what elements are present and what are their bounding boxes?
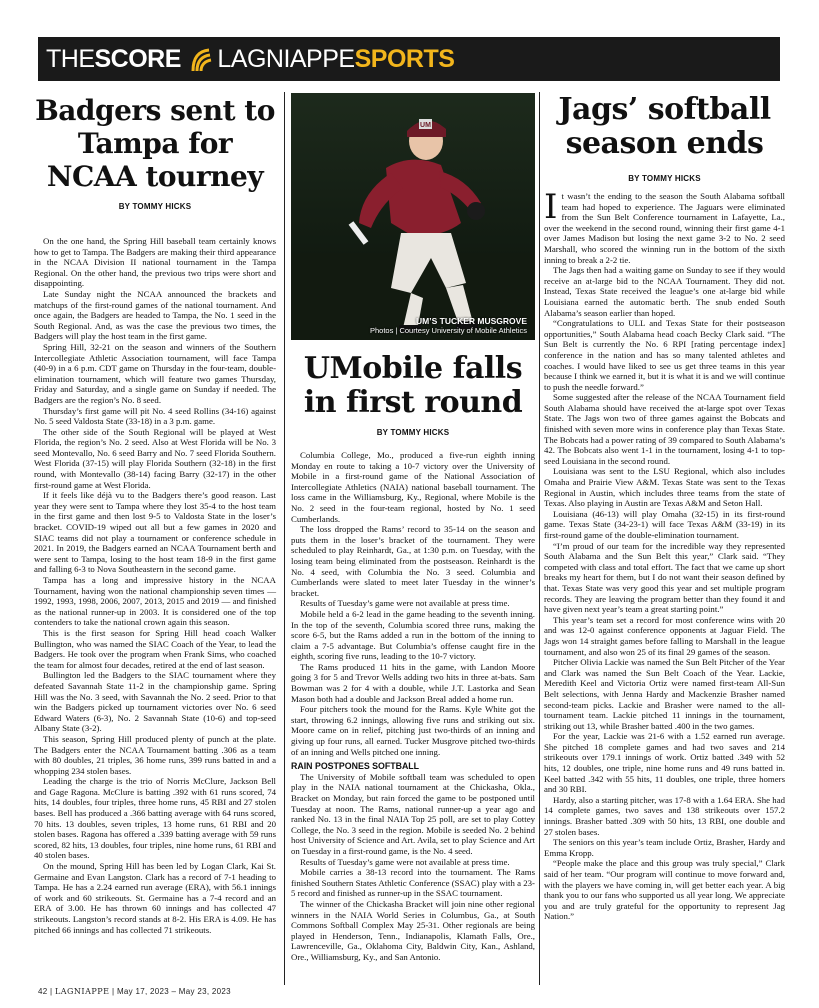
article-paragraph: “I’m proud of our team for the incredible way they represented South Alabama and the Sun Belt this year,” Clark said. “They competed with class and total effort. The fact that we came up short breaks my heart for them, but I do not want their season defined by that. Texas State was very good this year and set multiple program records. They are leaving the program better than they found it and have given next year’s team a great starting point.”: [544, 540, 785, 615]
photo-caption-name: UM’S TUCKER MUSGROVE: [416, 316, 527, 326]
article-paragraph: Bullington led the Badgers to the SIAC tournament where they defeated Savannah State 11-2 in the championship game. Spring Hill was the No. 3 seed, with Savannah the No. 2 seed. Prior to that win the Badgers picked up tournament victories over No. 6 seed Edward Waters (6-3), No. 2 Savannah State (10-6) and top-seed Albany State (3-2).: [34, 670, 276, 734]
article-paragraph: Louisiana (46-13) will play Omaha (32-15) in its first-round game. Texas State (34-23-1) will face Texas A&M (33-19) in its first-round game of the double-elimination tournament.: [544, 508, 785, 540]
banner-lagniappe: LAGNIAPPE: [217, 45, 355, 73]
publication-name: LAGNIAPPE: [54, 987, 110, 996]
article-umobile: [291, 352, 535, 963]
article-paragraph: Some suggested after the release of the NCAA Tournament field South Alabama should have received the at-large spot over Texas State. The Jags won two of three games against the Bobcats and finished with seven more wins in conference play than Texas State. The Bobcats had a power rating of 39 compared to South Alabama’s 42. The Bobcats also went 1-1 in the tournament, losing 4-1 to top-seed Louisiana in the second round.: [544, 392, 785, 466]
article-body: [34, 236, 276, 935]
article-paragraph: Late Sunday night the NCAA announced the brackets and matchups of the first-round games of the national tournament. And once again, the Badgers are headed to Tampa, the No. 1 seed in the South Regional. And, as was the case the previous two times, the Badgers will play the host team in the first game.: [34, 288, 276, 342]
article-paragraph: For the year, Lackie was 21-6 with a 1.52 earned run average. She pitched 18 complete games and had two saves and 214 strikeouts over 179.1 innings of work. Ortiz batted .349 with 52 hits, 12 doubles, one triple, nine home runs and 49 runs batted in. Keel batted .342 with 55 hits, 11 doubles, one triple, three homers and 30 RBI.: [544, 731, 785, 795]
article-paragraph: Pitcher Olivia Lackie was named the Sun Belt Pitcher of the Year and Clark was named the Sun Belt Coach of the Year. Lackie, Meredith Keel and Victoria Ortiz were named first-team All-Sun Belt selections, with Jenna Hardy and Mackenzie Brasher named second-team picks. Lackie and Brasher were named to the all-tournament team. Lackie pitched 11 innings in the tournament, striking out 13, while Brasher batted .400 in the two games.: [544, 657, 785, 731]
footer-separator: |: [112, 987, 115, 996]
article-paragraph: The Jags then had a waiting game on Sunday to see if they would receive an at-large bid to the NCAA Tournament. They did not. Instead, Texas State received the league’s one at-large bid while Louisiana earned the automatic berth. The snub ended South Alabama’s season earlier than hoped.: [544, 265, 785, 318]
column-divider: [284, 92, 285, 985]
pitcher-photo: [291, 93, 535, 340]
banner-title: [46, 43, 454, 75]
article-paragraph: Spring Hill, 32-21 on the season and winners of the Southern Intercollegiate Athletic Association tournament, will face Tampa (40-9) in a 6 p.m. CDT game on Thursday in the four-team, double-elimination tournament, which will feature two games Thursday, Friday and Saturday, and a single game on Sunday if needed. The Badgers are the region’s No. 8 seed.: [34, 341, 276, 405]
article-paragraph: Leading the charge is the trio of Norris McClure, Jackson Bell and Gage Ragona. McClure is batting .392 with 61 runs scored, 74 hits, 14 doubles, four triples, three home runs, 45 RBI and 27 stolen bases. Bell has produced a .366 batting average with 64 runs scored, 70 hits. 13 doubles, seven triples, 13 home runs, 61 RBI and 20 stolen bases. Ragona has offered a .339 batting average with 59 runs scored, 82 hits, 13 doubles, four triples, nine home runs, 61 RBI and 40 stolen bases.: [34, 776, 276, 861]
byline: BY TOMMY HICKS: [376, 428, 450, 437]
article-paragraph: If it feels like déjà vu to the Badgers there’s good reason. Last year they were sent to Tampa where they lost 35-4 to the host team in the first game and then lost 9-5 to Valdosta State in the loser’s bracket. COVID-19 wiped out all but a few games in 2020 and SIAC teams did not play a tournament or conference schedule in 2021. In 2019, the Badgers earned an NCAA Tournament berth and were sent to Tampa, losing to the host team 18-9 in the first game and falling 6-3 to Nova Southeastern in the second game.: [34, 490, 276, 575]
page-number: 42: [38, 987, 48, 996]
column-divider: [539, 92, 540, 985]
photo-credit: [370, 317, 527, 335]
article-paragraph: Mobile held a 6-2 lead in the game heading to the seventh inning. In the top of the seventh, Columbia scored three runs, making the score 6-5, but the Rams added a run in the bottom of the inning to claim a 7-5 advantage. But Columbia’s offense caught fire in the eighth, scoring five runs, leading to the 10-7 victory.: [291, 608, 535, 662]
article-paragraph: The winner of the Chickasha Bracket will join nine other regional winners in the NAIA World Series in Columbus, Ga., at South Commons Softball Complex May 25-31. Other regionals are being played in Henderson, Tenn., Indianapolis, Klamath Falls, Ore., Lawrenceville, Ga., Oklahoma City, Baldwin City, Kan., Ashland, Ore., Williamsburg, Ky., and San Antonio.: [291, 898, 535, 962]
article-paragraph: This is the first season for Spring Hill head coach Walker Bullington, who was named the SIAC Coach of the Year, to lead the Badgers. He took over the program when Frank Sims, who coached the team for almost four decades, retired at the end of last season.: [34, 627, 276, 670]
lagniappe-swirl-logo-icon: [189, 47, 213, 73]
article-body: [544, 187, 785, 922]
page-footer: [38, 987, 231, 996]
article-paragraph: On the mound, Spring Hill has been led by Logan Clark, Kai St. Germaine and Evan Langston. Clark has a record of 7-1 heading to Tampa. He has a 2.24 earned run average (ERA), with 56.1 innings of work and 60 strikeouts. St. Germaine has a 7-4 record and an ERA of 3.00. He has thrown 60 innings and has collected 47 strikeouts. Langston’s record stands at 8-2. His ERA is 4.09. He has pitched 66 innings and has collected 71 strikeouts.: [34, 861, 276, 935]
article-paragraph: Results of Tuesday’s game were not available at press time.: [300, 856, 510, 867]
pitcher-illustration: [291, 93, 535, 340]
banner-sports: SPORTS: [354, 45, 455, 73]
article-paragraph: The other side of the South Regional will be played at West Florida, the region’s No. 2 seed. Also at West Florida will be No. 3 seed Montevallo, No. 6 seed Barry and No. 7 seed Florida Southern. West Florida (37-15) will play Florida Southern (32-18) in the first round, with Montevallo (38-14) facing Barry (32-17) in the other first-round game at West Florida.: [34, 426, 276, 490]
article-paragraph: Mobile carries a 38-13 record into the tournament. The Rams finished Southern States Athletic Conference (SSAC) play with a 23-5 record and finished as runner-up in the SSAC tournament.: [291, 867, 535, 899]
article-body: [291, 450, 535, 963]
article-paragraph: [544, 187, 785, 265]
banner-the: THE: [46, 45, 95, 73]
article-paragraph: Tampa has a long and impressive history in the NCAA Tournament, having won the national championship seven times — 1992, 1993, 1998, 2006, 2007, 2013, 2015 and 2019 — and finished as the national runner-up in 2003. It is considered one of the top contenders to take the national crown again this season.: [34, 575, 276, 628]
byline: BY TOMMY HICKS: [628, 174, 701, 183]
article-paragraph: Results of Tuesday’s game were not available at press time.: [300, 598, 510, 609]
article-paragraph: The loss dropped the Rams’ record to 35-14 on the season and puts them in the loser’s bracket of the tournament. They were scheduled to play Reinhardt, Ga., at 1:30 p.m. on Tuesday, with the losing team being eliminated from the postseason. Reinhardt is the No. 4 seed, with Columbia the No. 3 seed. Columbia and Cumberlands were slated to meet later Tuesday in the winner’s bracket.: [291, 524, 535, 598]
article-paragraph: Louisiana was sent to the LSU Regional, which also includes Omaha and Prairie View A&M. Texas State was sent to the Texas Regional in Austin, which includes three teams from the state of Texas. Also playing in Austin are Texas A&M and Seton Hall.: [544, 466, 785, 509]
byline: BY TOMMY HICKS: [118, 202, 192, 211]
article-paragraph: Four pitchers took the mound for the Rams. Kyle White got the start, throwing 6.2 innings, allowing five runs and striking out six. Moore came on in relief, pitching just two-thirds of an inning and giving up four runs, all earned. Tucker Musgrove pitched two-thirds of an inning and Wells pitched one inning.: [291, 704, 535, 757]
article-paragraph: “Congratulations to ULL and Texas State for their postseason opportunities,” South Alabama head coach Becky Clark said. “The Sun Belt is currently the No. 6 RPI [rating percentage index] conference in the nation and has so many talented athletes and coaches. I would have liked to see us get three teams in this year because I think we earned it, but it is what it is and we will continue to push the needle forward.”: [544, 318, 785, 392]
photo-caption-credit: Photos | Courtesy University of Mobile Athletics: [369, 326, 527, 335]
article-paragraph: This season, Spring Hill produced plenty of punch at the plate. The Badgers enter the NCAA Tournament batting .306 as a team with 80 doubles, 21 triples, 36 home runs, 399 runs batted in and a whopping 234 stolen bases.: [34, 733, 276, 776]
article-paragraph: The University of Mobile softball team was scheduled to open play in the NAIA national tournament at the Chickasha, Okla., Bracket on Monday, but rain forced the game to be postponed until Tuesday at noon. The Rams, national runner-up a year ago and ranked No. 13 in the final NAIA Top 25 poll, are set to play Cottey College, the No. 3 seed in the region. Mobile is seeded No. 2 behind host University of Science and Art. Avila, set to play Science and Art on Tuesday in a first-round game, is the No. 4 seed.: [291, 771, 535, 856]
first-paragraph-text: t wasn’t the ending to the season the South Alabama softball team had hoped to experience. The Jaguars were eliminated from the Sun Belt Conference tournament in Lafayette, La., over the weekend in the second round, winning their first game 4-1 over James Madison but losing the next game 3-2 to No. 2 seed Marshall, who scored the winning run in the bottom of the sixth inning to break a 2-2 tie.: [544, 191, 785, 265]
issue-dates: May 17, 2023 – May 23, 2023: [116, 987, 231, 996]
article-paragraph: “People make the place and this group was truly special,” Clark said of her team. “Our program will continue to move forward and, with the players we have coming in, will get better each year. A big thank you to our fans who supported us all year long. We appreciate you and are truly grateful for the opportunity to represent Jag Nation.”: [544, 858, 785, 922]
article-badgers: [34, 90, 276, 935]
article-paragraph: This year’s team set a record for most conference wins with 20 and was 12-0 against conference opponents at Jaguar Field. The Jags won 14 straight games before falling to Marshall in the league tournament, and also won 25 of its final 29 games of the season.: [544, 614, 785, 657]
subhead-rain-postpones: RAIN POSTPONES SOFTBALL: [291, 761, 420, 772]
cap-logo-text: UM: [420, 122, 431, 129]
headline-jags: Jags’ softball season ends: [558, 92, 771, 161]
article-paragraph: The seniors on this year’s team include Ortiz, Brasher, Hardy and Emma Kropp.: [544, 837, 785, 858]
banner-score: SCORE: [94, 45, 181, 73]
article-paragraph: Hardy, also a starting pitcher, was 17-8 with a 1.64 ERA. She had 14 complete games, two saves and 138 strikeouts over 157.2 innings. Brasher batted .309 with 50 hits, 13 RBI, one double and 27 stolen bases.: [544, 794, 785, 837]
article-paragraph: The Rams produced 11 hits in the game, with Landon Moore going 3 for 5 and Trevor Wells adding two hits in three at-bats. Sam Bowman was 2 for 4 with a double, while J.T. Lastorka and Sean Mason both had a double and Jackson Breal added a home run.: [291, 661, 535, 704]
article-paragraph: Thursday’s first game will pit No. 4 seed Rollins (34-16) against No. 5 seed Valdosta State (33-18) in a 3 p.m. game.: [34, 405, 276, 427]
footer-separator: |: [50, 987, 53, 996]
headline-umobile: UMobile falls in first round: [303, 351, 523, 420]
article-jags: [544, 90, 785, 922]
article-paragraph: Columbia College, Mo., produced a five-run eighth inning Monday en route to taking a 10-7 victory over the University of Mobile in a first-round game of the National Association of Intercollegiate Athletics (NAIA) national baseball tournament. The loss came in the Williamsburg, Ky., Regional, where Mobile is the No. 2 seed in the four-team regional, hosted by No. 1 seed Cumberlands.: [291, 450, 535, 524]
headline-badgers: Badgers sent to Tampa for NCAA tourney: [35, 94, 275, 193]
drop-cap: I: [544, 187, 558, 227]
section-banner: [38, 37, 780, 81]
article-paragraph: On the one hand, the Spring Hill baseball team certainly knows how to get to Tampa. The Badgers are making their third appearance in the NCAA Division II national tournament in the Tampa Regional. On the other hand, the previous two trips were short and disappointing.: [34, 236, 276, 289]
